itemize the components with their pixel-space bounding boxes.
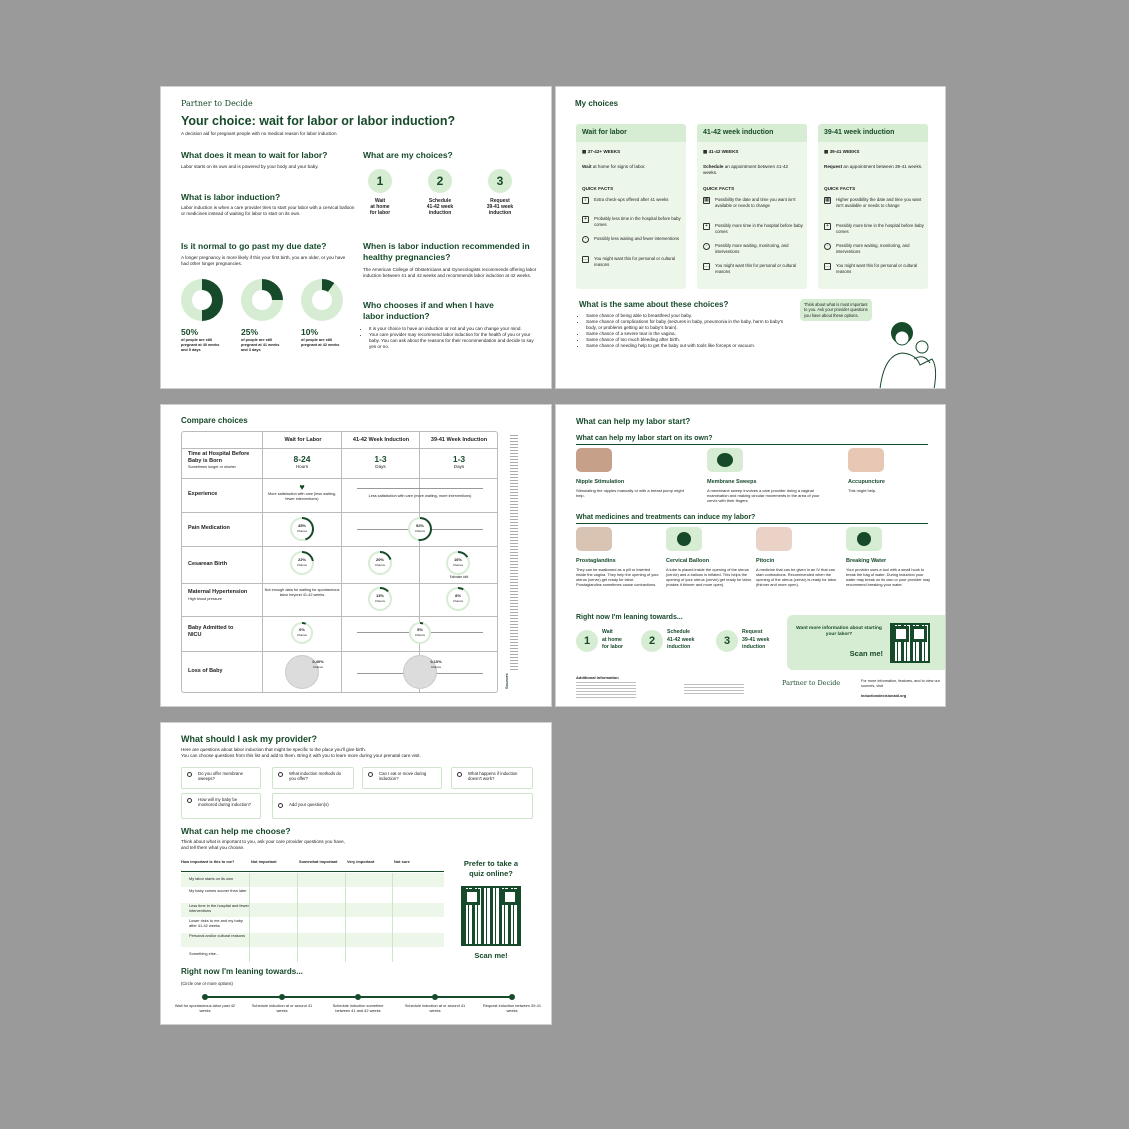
- page-overview: [160, 86, 552, 389]
- card-41-42: [697, 124, 807, 289]
- intro-line: Here are questions about labor induction that might be specific to the place you'll give birth.: [181, 747, 366, 752]
- row-label-experience: Experience: [188, 491, 218, 497]
- table-row[interactable]: My labor starts on its own: [181, 873, 444, 887]
- chance-label: Chance: [374, 562, 386, 567]
- fact-item: · Possibly less waiting and fewer interventions: [582, 236, 682, 242]
- percent-label: 52%: [415, 523, 424, 528]
- section-heading: What can help my labor start on its own?: [576, 435, 713, 442]
- table-row[interactable]: Personal and/or cultural reasons: [181, 933, 444, 947]
- breaking-water-icon: [846, 527, 882, 551]
- list-item: • Same chance of being able to breastfeed your baby.: [586, 313, 791, 319]
- list-item: • Same chance of complications for baby (seizures in baby, pneumonia in the baby, harm to baby's body, or problems getting air to baby's brain).: [586, 319, 791, 331]
- page-title: My choices: [575, 99, 619, 108]
- page-title: Your choice: wait for labor or labor induction?: [181, 114, 456, 128]
- card-desc: Schedule an appointment between 41-42 weeks.: [703, 164, 789, 175]
- cesarean-note: Estimate ###: [449, 575, 469, 579]
- heading-who-chooses: Who chooses if and when I have labor induction?: [363, 300, 494, 321]
- divider: [181, 512, 498, 513]
- row-label-hypertension: Maternal Hypertension High blood pressure: [188, 589, 248, 601]
- cervical-balloon-icon: [666, 527, 702, 551]
- card-desc: Wait at home for signs of labor.: [582, 164, 646, 169]
- method-name: Cervical Balloon: [666, 558, 710, 564]
- table-row[interactable]: Something else...: [189, 951, 220, 956]
- quick-facts-label: QUICK FACTS: [582, 186, 614, 191]
- donut-chart-25: [241, 279, 283, 321]
- speech-bubble: Think about what is most important to you. Ask your provider questions you have about these options.: [800, 299, 872, 321]
- donut-hole: [312, 290, 332, 310]
- chance-label: Chance: [452, 598, 464, 603]
- choice-number-2: 2: [428, 169, 452, 193]
- method-desc: A membrane sweep involves a care provider doing a vaginal examination and making circular movements in the area of your cervix with their fingers: [707, 488, 820, 504]
- divider: [181, 871, 444, 872]
- fact-item: ♁ Extra check-ups offered after 41 weeks: [583, 197, 669, 203]
- chat-icon: …: [583, 256, 588, 262]
- scan-me-label: Scan me!: [474, 951, 508, 960]
- chat-icon: …: [704, 263, 709, 269]
- loss-value: 0.10%: [430, 659, 442, 664]
- card-header: 39-41 week induction: [818, 124, 928, 142]
- chance-label: Chance: [430, 664, 442, 669]
- list-item: • Same chance of needing help to get the baby out with tools like forceps or vacuum.: [586, 343, 791, 349]
- chance-label: Chance: [296, 562, 308, 567]
- column-header: Very important: [347, 859, 375, 864]
- fact-item: ▦ Higher possibility the date and time you want isn't available or needs to change: [825, 197, 922, 208]
- chance-label: Chance: [296, 528, 308, 533]
- calendar-icon: ▦: [825, 197, 830, 203]
- method-name: Pitocin: [756, 558, 775, 564]
- page-ask-provider: [160, 722, 552, 1025]
- method-name: Prostaglandins: [576, 558, 616, 564]
- calendar-icon: ▦: [703, 149, 709, 154]
- scale-point[interactable]: [432, 994, 438, 1000]
- quick-facts-label: QUICK FACTS: [824, 186, 856, 191]
- section-heading: What medicines and treatments can induce my labor?: [576, 514, 756, 521]
- row-label-cesarean: Cesarean Birth: [188, 561, 228, 567]
- choice-number-3: 3: [488, 169, 512, 193]
- scale-label: Wait for spontaneous labor past 42 weeks: [174, 1003, 236, 1013]
- radio-icon: [368, 772, 373, 777]
- experience-induction: Less satisfaction with care (more waiting, more interventions): [368, 494, 472, 498]
- acupuncture-photo: [848, 448, 884, 472]
- list-item: • It is your choice to have an induction or not and you can change your mind.: [369, 326, 541, 332]
- ring-value: [406, 628, 434, 637]
- heading-induction: What is labor induction?: [181, 192, 281, 202]
- time-41-42: 1-3 Days: [374, 454, 387, 469]
- scale-label: Request induction between 39-41 weeks: [483, 1003, 541, 1013]
- scale-point[interactable]: [202, 994, 208, 1000]
- fact-item: + Possibly more time in the hospital before baby comes: [824, 223, 924, 234]
- divider: [576, 444, 928, 445]
- divider: [392, 873, 393, 962]
- scan-prompt: Want more information about starting your labor?: [796, 626, 882, 637]
- card-39-41: [818, 124, 928, 289]
- heading-wait: What does it mean to wait for labor?: [181, 150, 328, 160]
- same-list: [586, 313, 791, 349]
- brand-logo: Partner to Decide: [782, 679, 841, 687]
- ring-value: [444, 594, 472, 603]
- additional-info-heading: Additional Information: [576, 675, 619, 680]
- quick-facts-label: QUICK FACTS: [703, 186, 735, 191]
- page-title: What should I ask my provider?: [181, 734, 318, 744]
- hospital-icon: +: [824, 223, 831, 230]
- qr-code[interactable]: [890, 623, 930, 663]
- more-info-text: For more information, features, and to view our sources, visit: [861, 679, 940, 688]
- page-subtitle: A decision aid for pregnant people with no medical reason for labor induction: [181, 131, 337, 136]
- heart-icon: ♥: [299, 482, 305, 492]
- percent-label: 22%: [297, 557, 306, 562]
- divider: [181, 478, 498, 479]
- fact-item: + Possibly more time in the hospital before baby comes: [703, 223, 803, 234]
- chance-label: Chance: [374, 598, 386, 603]
- weeks-label: ▦ 39-41 WEEKS: [824, 149, 860, 154]
- choice-label-2: Schedule 41-42 week induction: [426, 198, 454, 216]
- scale-label: Schedule induction sometime between 41 and 42 weeks: [332, 1003, 384, 1013]
- percent-label: 45%: [297, 523, 306, 528]
- column-header: Not sure: [394, 859, 410, 864]
- scale-label: Schedule induction at or around 41 weeks: [404, 1003, 466, 1013]
- chat-icon: …: [825, 263, 830, 269]
- divider: [181, 583, 498, 584]
- leaning-heading: Right now I'm leaning towards...: [181, 967, 303, 976]
- method-name: Membrane Sweeps: [707, 479, 757, 485]
- leaning-heading: Right now I'm leaning towards...: [576, 614, 683, 621]
- chance-label: Chance: [414, 632, 426, 637]
- column-header: 41-42 Week Induction: [352, 437, 410, 443]
- divider: [181, 448, 498, 449]
- stat-percent: 50%: [181, 327, 199, 337]
- scan-me-label: Scan me!: [849, 649, 883, 658]
- time-wait: 8-24 Hours: [293, 454, 311, 469]
- card-desc: Request an appointment between 39-41 weeks.: [824, 164, 923, 169]
- text-due-date: A longer pregnancy is more likely if this your first birth, you are older, or you have had other longer pregnancies.: [181, 255, 346, 266]
- ring-value: [366, 594, 394, 603]
- scale-label: Schedule induction at or around 41 weeks: [251, 1003, 313, 1013]
- percent-label: 6%: [299, 627, 305, 632]
- chance-label: Chance: [312, 664, 324, 669]
- sources-column: Sources: [504, 435, 522, 697]
- choice-label-1: Wait at home for labor: [602, 629, 624, 650]
- ring-value: [366, 558, 394, 567]
- choice-label-1: Wait at home for labor: [369, 198, 391, 216]
- percent-label: 16%: [453, 557, 462, 562]
- list-item: • Same chance of a severe tear in the vagina.: [586, 331, 791, 337]
- heading-recommended: When is labor induction recommended in healthy pregnancies?: [363, 241, 530, 262]
- fact-item: · Possibly more waiting, monitoring, and interventions: [824, 243, 924, 254]
- scale-point[interactable]: [279, 994, 285, 1000]
- chance-label: Chance: [452, 562, 464, 567]
- brand-logo: Partner to Decide: [181, 99, 253, 108]
- column-header: 39-41 Week Induction: [430, 437, 488, 443]
- method-name: Nipple Stimulation: [576, 479, 625, 485]
- divider: [181, 616, 498, 617]
- radio-icon: [187, 772, 192, 777]
- text-wait: Labor starts on its own and is powered by your body and your baby.: [181, 164, 319, 169]
- website-link[interactable]: inductiondecisionaid.org: [861, 694, 907, 698]
- stat-desc: of people are still pregnant at 42 weeks: [301, 338, 340, 347]
- fact-item: … You might want this for personal or cultural reasons: [704, 263, 797, 274]
- divider: [341, 431, 342, 693]
- fine-print: [684, 682, 744, 694]
- donut-chart-10: [301, 279, 343, 321]
- fine-print: [576, 682, 636, 698]
- divider: [249, 873, 250, 962]
- column-header: How important is this to me?: [181, 859, 235, 864]
- column-header: Somewhat important: [299, 859, 338, 864]
- quiz-prompt: Prefer to take a quiz online?: [463, 859, 519, 878]
- stat-percent: 10%: [301, 327, 319, 337]
- card-wait: [576, 124, 686, 289]
- page-title: What can help my labor start?: [576, 417, 691, 426]
- radio-icon: [278, 772, 283, 777]
- clock-icon: ·: [824, 243, 831, 250]
- time-39-41: 1-3 Days: [452, 454, 466, 469]
- row-label-loss: Loss of Baby: [188, 668, 223, 674]
- loss-value: 0.40%: [312, 659, 324, 664]
- method-desc: Your provider uses a tool with a small hook to break the bag of water. During induction your water may break on its own or your provider may recommend breaking your water.: [846, 567, 931, 588]
- stat-desc: of people are still pregnant at 41 weeks and 3 days: [241, 338, 280, 352]
- table-row[interactable]: Lower risks to me and my baby after 41-42 weeks: [189, 918, 243, 928]
- text-induction: Labor induction is when a care provider tries to start your labor with a cervical balloon or medicines instead of waiting for labor to start on its own.: [181, 205, 355, 216]
- experience-wait: ♥ More satisfaction with care (less waiting, fewer interventions): [263, 482, 341, 502]
- radio-icon: [457, 772, 462, 777]
- calendar-icon: ▦: [824, 149, 830, 154]
- divider: [576, 523, 928, 524]
- question-option[interactable]: Can I eat or move during induction?: [362, 767, 442, 789]
- stat-desc: of people are still pregnant at 40 weeks and 5 days: [181, 338, 220, 352]
- list-item: • Same chance of too much bleeding after birth.: [586, 337, 791, 343]
- method-desc: They can be swallowed as a pill or inserted inside the vagina. They help the opening of your uterus (cervix) get ready for labor. Prostaglandins sometimes cause contractions.: [576, 567, 659, 588]
- choice-number-1: 1: [368, 169, 392, 193]
- stats-donuts: [181, 279, 351, 359]
- ring-value: [288, 524, 316, 533]
- choice-label-2: Schedule 41-42 week induction: [667, 629, 695, 650]
- page-compare: [160, 404, 552, 707]
- pitocin-photo: [756, 527, 792, 551]
- fact-item: + Probably less time in the hospital before baby comes: [582, 216, 682, 227]
- text-recommended: The American College of Obstetricians and Gynecologists recommends offering labor induction between 41 and 42 weeks and recommends labor induction at 42 weeks.: [363, 267, 537, 278]
- who-chooses-list: [369, 326, 541, 350]
- add-question-field[interactable]: Add your question(s): [272, 793, 533, 819]
- hospital-icon: +: [582, 216, 589, 223]
- nipple-stimulation-photo: [576, 448, 612, 472]
- heading-choices: What are my choices?: [363, 150, 453, 160]
- stethoscope-icon: ♁: [583, 197, 588, 203]
- question-option[interactable]: How will my baby be monitored during induction?: [181, 793, 261, 819]
- page-labor-start: [555, 404, 946, 707]
- chance-label: Chance: [296, 632, 308, 637]
- weeks-label: ▦ 37-42+ WEEKS: [582, 149, 621, 154]
- donut-hole: [252, 290, 272, 310]
- column-header: Wait for Labor: [284, 437, 322, 443]
- calendar-icon: ▦: [582, 149, 588, 154]
- choice-label-3: Request 39-41 week induction: [742, 629, 770, 650]
- chance-label: Chance: [414, 528, 426, 533]
- donut-chart-50: [181, 279, 223, 321]
- calendar-icon: ▦: [704, 197, 709, 203]
- heading-due-date: Is it normal to go past my due date?: [181, 241, 327, 251]
- percent-label: 5%: [417, 627, 423, 632]
- slider-line: [357, 488, 483, 489]
- percent-label: 20%: [375, 557, 384, 562]
- divider: [419, 431, 420, 693]
- fact-item: … You might want this for personal or cultural reasons: [825, 263, 918, 274]
- fact-item: ▦ Possibility the date and time you want isn't available or needs to change: [704, 197, 796, 208]
- intro-line: You can choose questions from this list and add to them. Bring it with you to learn more during your prenatal care visit.: [181, 753, 421, 758]
- question-option[interactable]: What induction methods do you offer?: [272, 767, 354, 789]
- row-label-nicu: Baby Admitted to NICU: [188, 625, 234, 638]
- method-name: Accupuncture: [848, 479, 885, 485]
- percent-label: [306, 660, 330, 669]
- donut-hole: [192, 290, 212, 310]
- scale-point[interactable]: [355, 994, 361, 1000]
- percent-label: 13%: [375, 593, 384, 598]
- question-option[interactable]: Do you offer membrane sweeps?: [181, 767, 261, 789]
- divider: [181, 651, 498, 652]
- heading-help-choose: What can help me choose?: [181, 826, 291, 836]
- sources-fineprint: [510, 435, 518, 670]
- question-option[interactable]: What happens if induction doesn't work?: [451, 767, 533, 789]
- percent-label: [424, 660, 448, 669]
- card-header: 41-42 week induction: [697, 124, 807, 142]
- method-desc: This might help.: [848, 488, 877, 493]
- method-name: Breaking Water: [846, 558, 887, 564]
- scale-point[interactable]: [509, 994, 515, 1000]
- hospital-icon: +: [703, 223, 710, 230]
- membrane-sweep-icon: [707, 448, 743, 472]
- page-my-choices: [555, 86, 946, 389]
- leaning-subtext: (Circle one or more options): [181, 981, 233, 986]
- table-row[interactable]: My baby comes sooner than later: [189, 888, 247, 893]
- choice-number-1: 1: [576, 630, 598, 652]
- radio-icon: [187, 798, 192, 803]
- ring-value: [444, 558, 472, 567]
- card-header: Wait for labor: [576, 124, 686, 142]
- method-desc: A medicine that can be given in an IV that can start contractions. Recommended when the opening of the uterus (cervix) is ready for labor (thinner and more open).: [756, 567, 837, 588]
- hypertension-wait-note: Not enough data for waiting for spontaneous labor beyond 41-42 weeks: [264, 588, 340, 597]
- row-label-time: Time at Hospital Before Baby is Born Sometimes longer or shorter: [188, 451, 250, 469]
- parent-child-illustration: [874, 319, 944, 389]
- percent-label: 8%: [455, 593, 461, 598]
- ring-value: [288, 628, 316, 637]
- ring-value: [406, 524, 434, 533]
- divider: [181, 546, 498, 547]
- divider: [262, 431, 263, 693]
- table-row[interactable]: Less time in the hospital and fewer interventions: [181, 903, 444, 917]
- fact-item: · Possibly more waiting, monitoring, and interventions: [703, 243, 803, 254]
- choice-number-2: 2: [641, 630, 663, 652]
- weeks-label: ▦ 41-42 WEEKS: [703, 149, 739, 154]
- row-label-pain: Pain Medication: [188, 525, 230, 531]
- method-desc: A tube is placed inside the opening of the uterus (cervix) and a balloon is inflated. This helps the opening of your uterus (cervix) get ready for labor (makes it thinner and more open).: [666, 567, 752, 588]
- help-text: and tell them what you choose.: [181, 845, 245, 850]
- choice-label-3: Request 39-41 week induction: [486, 198, 514, 216]
- divider: [297, 873, 298, 962]
- scan-panel: [787, 615, 946, 670]
- qr-code[interactable]: [461, 886, 521, 946]
- stat-percent: 25%: [241, 327, 259, 337]
- page-title: Compare choices: [181, 416, 248, 425]
- help-text: Think about what is important to you, ask your care provider questions you have,: [181, 839, 345, 844]
- method-desc: Stimulating the nipples manually or with a breast pump might help.: [576, 488, 684, 499]
- radio-icon: [278, 803, 283, 808]
- column-header: Not important: [251, 859, 277, 864]
- ring-value: [288, 558, 316, 567]
- clock-icon: ·: [582, 236, 589, 243]
- prostaglandins-photo: [576, 527, 612, 551]
- importance-table: [181, 857, 444, 961]
- choice-number-3: 3: [716, 630, 738, 652]
- list-item: • Your care provider may recommend labor induction for the health of you or your baby. You can ask about the reasons for their recommendation and decide to say yes or no.: [369, 332, 541, 350]
- heading-same: What is the same about these choices?: [579, 300, 729, 309]
- divider: [345, 873, 346, 962]
- fact-item: … You might want this for personal or cultural reasons: [583, 256, 676, 267]
- clock-icon: ·: [703, 243, 710, 250]
